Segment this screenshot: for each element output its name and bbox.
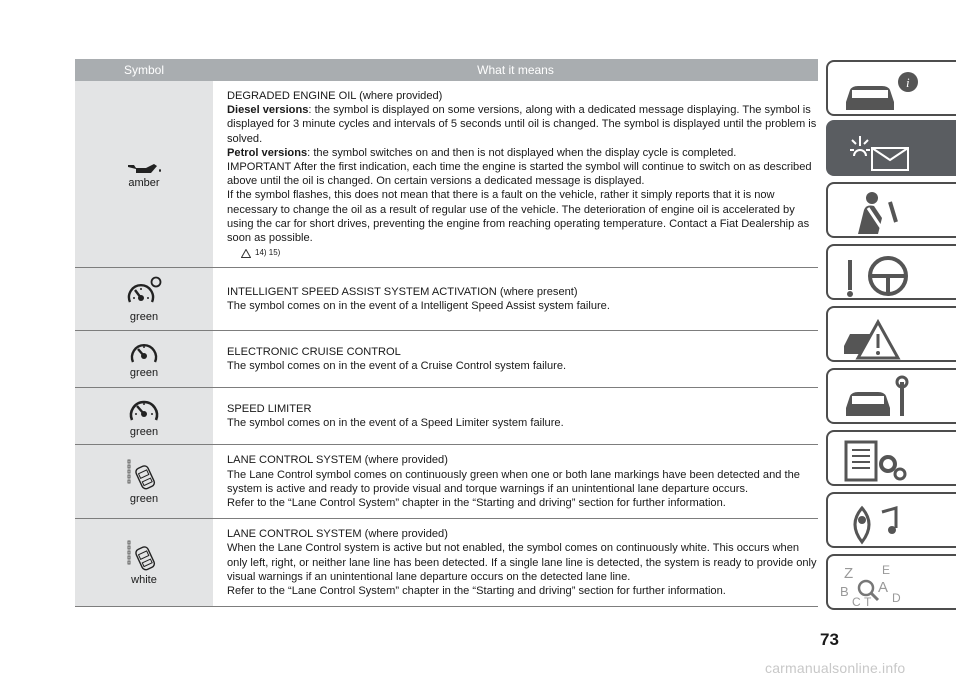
meaning-cell xyxy=(213,445,818,519)
row-text: When the Lane Control system is active but not enabled, the symbol comes on continuously white. This occurs when only left, right, or neither lane line has been detected. If a single lane line is detected, the system is ready to provide only visual warnings if an unintentional lane departure occurs on the detected lane line. xyxy=(227,542,817,583)
maintenance-icon xyxy=(838,374,928,422)
safety-icon xyxy=(838,188,928,236)
warning-lights-table xyxy=(75,59,818,607)
svg-text:i: i xyxy=(906,75,910,90)
speed-assist-icon xyxy=(124,276,164,310)
car-info-icon xyxy=(838,66,928,114)
emergency-icon xyxy=(838,312,928,360)
row-text: The Lane Control symbol comes on continuously green when one or both lane markings have been detected and the system is active and ready to provide visual and torque warnings if an unintentional lane departure occurs. xyxy=(227,468,800,495)
row-reference-text: Refer to the “Lane Control System” chapter in the “Starting and driving” section for further information. xyxy=(227,585,726,598)
index-letter: T xyxy=(864,595,872,608)
row-title: DEGRADED ENGINE OIL (where provided) xyxy=(227,90,443,102)
row-title: INTELLIGENT SPEED ASSIST SYSTEM ACTIVATION (where present) xyxy=(227,286,578,299)
row-reference-text: Refer to the “Lane Control System” chapter in the “Starting and driving” section for further information. xyxy=(227,497,726,510)
flash-paragraph: If the symbol flashes, this does not mean that there is a fault on the vehicle, rather it simply reports that it is now necessary to change the oil as a result of regular use of the vehicle. The deterioration of engine oil is accelerated by using the car for short drives, preventing the engine from reaching operating temperature. Contact a Fiat Dealership as soon as possible. xyxy=(227,189,810,245)
petrol-label: Petrol versions xyxy=(227,146,308,159)
symbol-color-label: green xyxy=(129,366,159,379)
tab-technical-data[interactable] xyxy=(826,430,956,486)
symbol-color-label: green xyxy=(129,310,159,323)
footer-watermark: carmanualsonline.info xyxy=(765,660,906,676)
table-row xyxy=(75,519,818,607)
row-title: LANE CONTROL SYSTEM (where provided) xyxy=(227,454,448,467)
meaning-cell xyxy=(213,268,818,331)
lane-control-icon xyxy=(124,539,164,573)
tab-index[interactable] xyxy=(826,554,956,610)
petrol-paragraph xyxy=(227,146,818,160)
symbol-cell xyxy=(75,268,213,331)
multimedia-icon xyxy=(838,498,928,546)
index-letter: B xyxy=(840,584,849,599)
cruise-control-icon xyxy=(124,340,164,366)
meaning-cell xyxy=(213,81,818,268)
row-text: The symbol comes on in the event of a Speed Limiter system failure. xyxy=(227,417,564,430)
row-title: LANE CONTROL SYSTEM (where provided) xyxy=(227,528,448,541)
diesel-text: : the symbol is displayed on some versions, along with a dedicated message displaying. The symbol is displayed for 3 minute cycles and intervals of 5 seconds until oil is changed. The symbol is displayed until the problem is solved. xyxy=(227,104,817,145)
lane-control-icon xyxy=(124,458,164,492)
symbol-cell xyxy=(75,519,213,607)
diesel-label: Diesel versions xyxy=(227,104,309,117)
table-row xyxy=(75,81,818,268)
warning-references xyxy=(241,246,818,260)
index-letter: Z xyxy=(844,565,854,582)
row-text: The symbol comes on in the event of a Intelligent Speed Assist system failure. xyxy=(227,300,610,313)
tab-safety[interactable] xyxy=(826,182,956,238)
technical-data-icon xyxy=(838,436,928,484)
starting-driving-icon xyxy=(838,250,928,298)
symbol-cell xyxy=(75,388,213,445)
reference-numbers: 14) 15) xyxy=(255,248,281,258)
meaning-cell xyxy=(213,331,818,388)
tab-warning-lights[interactable] xyxy=(826,120,956,176)
important-paragraph: IMPORTANT After the first indication, each time the engine is started the symbol will continue to switch on as described above until the oil is changed. On certain versions a dedicated message is displayed. xyxy=(227,161,812,188)
row-text: The symbol comes on in the event of a Cruise Control system failure. xyxy=(227,360,567,373)
tab-multimedia[interactable] xyxy=(826,492,956,548)
table-row xyxy=(75,445,818,519)
warning-lights-icon xyxy=(838,126,928,174)
symbol-color-label: white xyxy=(131,574,157,587)
symbol-cell xyxy=(75,445,213,519)
table-row xyxy=(75,331,818,388)
table-header-row xyxy=(75,59,818,81)
symbol-cell xyxy=(75,81,213,268)
index-icon xyxy=(838,560,928,608)
meaning-cell xyxy=(213,388,818,445)
column-header-symbol: Symbol xyxy=(75,59,213,81)
index-letter: A xyxy=(878,579,889,596)
speed-limiter-icon xyxy=(124,395,164,425)
page-number: 73 xyxy=(820,630,839,649)
meaning-cell xyxy=(213,519,818,607)
petrol-text: : the symbol switches on and then is not displayed when the display cycle is completed. xyxy=(307,146,737,159)
tab-emergency[interactable] xyxy=(826,306,956,362)
symbol-color-label: green xyxy=(129,493,159,506)
index-letter: E xyxy=(882,563,891,577)
column-header-meaning: What it means xyxy=(213,59,818,81)
warning-triangle-icon xyxy=(241,249,251,258)
symbol-color-label: amber xyxy=(128,176,160,189)
index-letter: D xyxy=(892,591,901,605)
tab-car-info[interactable] xyxy=(826,60,956,116)
table-row xyxy=(75,388,818,445)
tab-maintenance[interactable] xyxy=(826,368,956,424)
diesel-paragraph xyxy=(227,103,818,146)
oil-can-icon xyxy=(124,160,164,176)
row-title: ELECTRONIC CRUISE CONTROL xyxy=(227,346,401,359)
index-letter: C xyxy=(852,595,861,608)
symbol-color-label: green xyxy=(129,425,159,438)
tab-starting-driving[interactable] xyxy=(826,244,956,300)
table-row xyxy=(75,268,818,331)
symbol-cell xyxy=(75,331,213,388)
row-title: SPEED LIMITER xyxy=(227,403,312,416)
